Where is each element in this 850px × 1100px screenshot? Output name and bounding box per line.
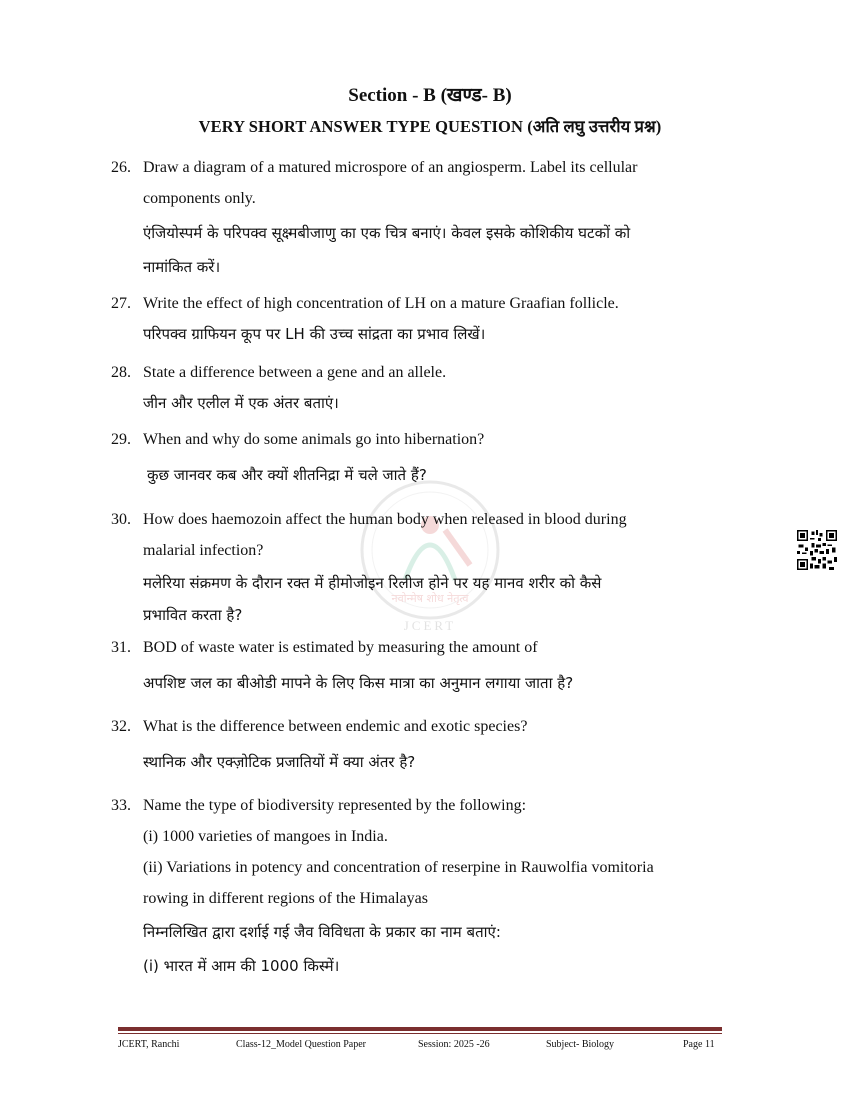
- question-30: [111, 504, 743, 631]
- question-text-hi: एंजियोस्पर्म के परिपक्व सूक्ष्मबीजाणु का एक चित्र बनाएं। केवल इसके कोशिकीय घटकों को: [143, 224, 631, 242]
- question-number: 30.: [111, 511, 131, 528]
- question-31: [111, 632, 743, 699]
- question-text-en: components only.: [143, 190, 256, 207]
- question-text-hi: जीन और एलील में एक अंतर बताएं।: [143, 394, 339, 412]
- question-text-en: BOD of waste water is estimated by measuring the amount of: [143, 639, 538, 656]
- question-text-en: How does haemozoin affect the human body when released in blood during: [143, 511, 627, 528]
- question-text-hi: प्रभावित करता है?: [143, 606, 243, 624]
- question-text-hi: परिपक्व ग्राफियन कूप पर LH की उच्च सांद्रता का प्रभाव लिखें।: [143, 325, 486, 343]
- footer-page-number: Page 11: [683, 1039, 715, 1050]
- question-number: 31.: [111, 639, 131, 656]
- footer-paper: Class-12_Model Question Paper: [236, 1039, 366, 1050]
- question-29: [111, 424, 743, 491]
- question-text-hi: मलेरिया संक्रमण के दौरान रक्त में हीमोजोइन रिलीज होने पर यह मानव शरीर को कैसे: [143, 574, 602, 592]
- footer-subject: Subject- Biology: [546, 1039, 615, 1050]
- question-32: [111, 711, 743, 778]
- question-text-hi: निम्नलिखित द्वारा दर्शाई गई जैव विविधता के प्रकार का नाम बताएं:: [143, 923, 501, 941]
- svg-text:नवोन्मेष शोध नेतृत्व: नवोन्मेष शोध नेतृत्व: [391, 592, 469, 605]
- question-text-en: Draw a diagram of a matured microspore of an angiosperm. Label its cellular: [143, 159, 638, 176]
- footer-rule: [118, 1027, 722, 1031]
- question-33: [111, 790, 743, 982]
- question-text-hi: स्थानिक और एक्ज़ोटिक प्रजातियों में क्या अंतर है?: [143, 753, 416, 771]
- question-number: 27.: [111, 295, 131, 312]
- question-number: 26.: [111, 159, 131, 176]
- question-text-en: When and why do some animals go into hibernation?: [143, 431, 485, 448]
- question-text-en: Name the type of biodiversity represented by the following:: [143, 797, 527, 814]
- section-subtitle: VERY SHORT ANSWER TYPE QUESTION (अति लघु उत्तरीय प्रश्न): [198, 117, 662, 136]
- section-title: Section - B (खण्ड- B): [348, 85, 512, 106]
- question-text-hi: नामांकित करें।: [143, 258, 221, 276]
- svg-text:JCERT: JCERT: [403, 618, 457, 633]
- question-text-hi: (i) भारत में आम की 1000 किस्में।: [143, 957, 340, 975]
- footer-session: Session: 2025 -26: [418, 1039, 490, 1050]
- question-number: 28.: [111, 364, 131, 381]
- question-text-en: Write the effect of high concentration of LH on a mature Graafian follicle.: [143, 295, 619, 312]
- question-26: [111, 152, 743, 283]
- question-text-en: (ii) Variations in potency and concentration of reserpine in Rauwolfia vomitoria: [143, 859, 654, 876]
- qr-code-icon: [797, 530, 837, 570]
- question-text-en: malarial infection?: [143, 542, 264, 559]
- question-27: [111, 288, 743, 350]
- question-text-en: What is the difference between endemic and exotic species?: [143, 718, 528, 735]
- question-text-hi: कुछ जानवर कब और क्यों शीतनिद्रा में चले जाते हैं?: [147, 466, 427, 484]
- question-number: 33.: [111, 797, 131, 814]
- question-text-en: rowing in different regions of the Himalayas: [143, 890, 428, 907]
- footer-rule-thin: [118, 1033, 722, 1034]
- question-number: 32.: [111, 718, 131, 735]
- question-text-en: State a difference between a gene and an allele.: [143, 364, 447, 381]
- question-28: [111, 357, 743, 419]
- footer-org: JCERT, Ranchi: [118, 1039, 180, 1050]
- question-number: 29.: [111, 431, 131, 448]
- question-text-hi: अपशिष्ट जल का बीओडी मापने के लिए किस मात्रा का अनुमान लगाया जाता है?: [143, 674, 574, 692]
- question-text-en: (i) 1000 varieties of mangoes in India.: [143, 828, 388, 845]
